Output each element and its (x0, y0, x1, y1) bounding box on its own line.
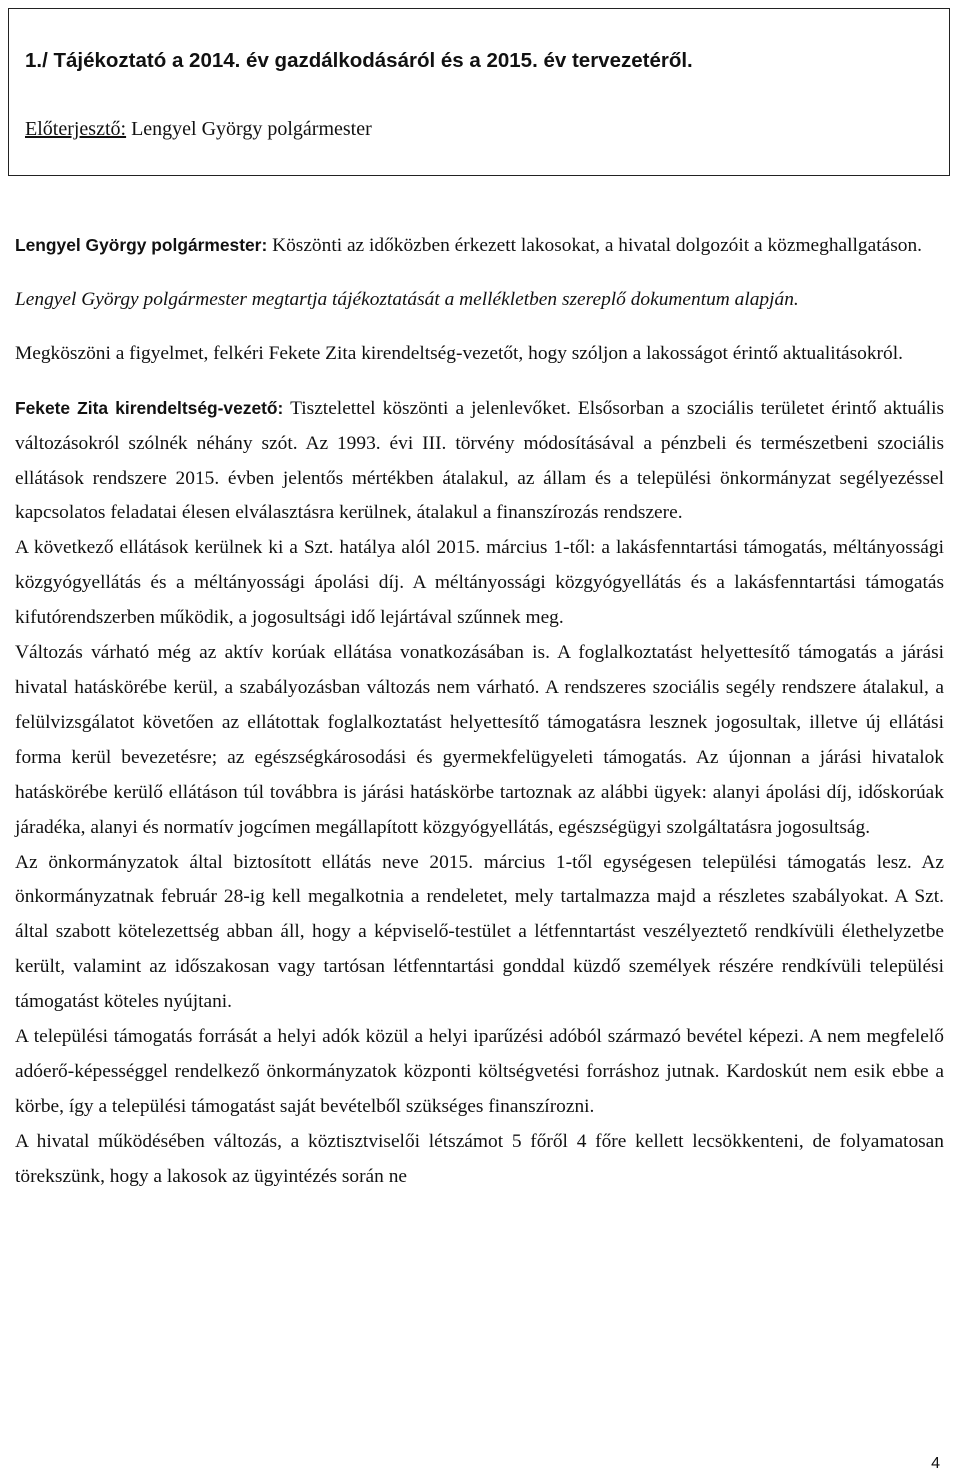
paragraph (15, 1125, 944, 1195)
paragraph-italic (15, 283, 944, 318)
paragraph-text: Köszönti az időközben érkezett lakosokat, a hivatal dolgozóit a közmeghallgatáson. (267, 235, 922, 256)
page-number: 4 (931, 1455, 940, 1472)
paragraph-text: A következő ellátások kerülnek ki a Szt. hatálya alól 2015. március 1-től: a lakásfenntartási támogatás, méltányossági közgyógyellátás és a méltányossági ápolási díj. A méltányossági közgyógyellátás és a lakásfenntartási támogatás kifutórendszerben működik, a jogosultsági idő lejártával szűnnek meg. (15, 537, 944, 629)
paragraph (15, 337, 944, 372)
paragraph (15, 846, 944, 1021)
agenda-header-box (8, 8, 950, 176)
paragraph (15, 391, 944, 532)
minutes-body (15, 228, 944, 1195)
agenda-title: 1./ Tájékoztató a 2014. év gazdálkodásáról és a 2015. év tervezetéről. (25, 49, 693, 72)
speaker-name: Fekete Zita kirendeltség-vezető: (15, 397, 284, 418)
paragraph-text: A települési támogatás forrását a helyi adók közül a helyi iparűzési adóból származó bevétel képezi. A nem megfelelő adóerő-képességgel rendelkező önkormányzatok központi költségvetési forráshoz jutnak. Kardoskút nem esik ebbe a körbe, így a települési támogatást saját bevételből szükséges finanszírozni. (15, 1026, 944, 1117)
paragraph (15, 228, 944, 264)
presenter-name: Lengyel György polgármester (126, 118, 372, 140)
presenter-label: Előterjesztő: (25, 118, 127, 140)
paragraph-text: Tisztelettel köszönti a jelenlevőket. Elsősorban a szociális területet érintő aktuális változásokról szólnék néhány szót. Az 1993. évi III. törvény módosításával a pénzbeli és természetbeni szociális ellátások rendszere 2015. évben jelentős mértékben átalakul, az állam és a települési önkormányzat segélyezéssel kapcsolatos feladatai élesen elválasztásra kerülnek, átalakul a finanszírozás rendszere. (15, 397, 944, 524)
paragraph-text: Az önkormányzatok által biztosított ellátás neve 2015. március 1-től egységesen települési támogatás lesz. Az önkormányzatnak február 28-ig kell megalkotnia a rendeletet, mely tartalmazza majd a részletes szabályokat. A Szt. által szabott kötelezettség abban áll, hogy a képviselő-testület a létfenntartást veszélyeztető rendkívüli élethelyzetbe került, valamint az időszakosan vagy tartósan létfenntartási gonddal küzdő személyek részére rendkívüli települési támogatást köteles nyújtani. (15, 851, 944, 1013)
paragraph-text: Megköszöni a figyelmet, felkéri Fekete Zita kirendeltség-vezetőt, hogy szóljon a lakosságot érintő aktualitásokról. (15, 342, 903, 364)
paragraph (15, 531, 944, 636)
paragraph (15, 636, 944, 845)
paragraph (15, 1020, 944, 1125)
paragraph-text: A hivatal működésében változás, a köztisztviselői létszámot 5 főről 4 főre kellett lecsökkenteni, de folyamatosan törekszünk, hogy a lakosok az ügyintézés során ne (15, 1130, 944, 1187)
paragraph-text: Változás várható még az aktív korúak ellátása vonatkozásában is. A foglalkoztatást helyettesítő támogatás a járási hivatal hatáskörébe kerül, a szabályozásban változás nem várható. A rendszeres szociális segély rendszere átalakul, a felülvizsgálatot követően az ellátottak foglalkoztatást helyettesítő támogatásra lesznek jogosultak, illetve új ellátási forma kerül bevezetésre; az egészségkárosodási és gyermekfelügyeleti támogatás. Az újonnan a járási hivatalok hatáskörébe kerülő ellátáson túl továbbra is járási hatáskörbe tartoznak az alábbi ügyek: alanyi ápolási díj, időskorúak járadéka, alanyi és normatív jogcímen megállapított közgyógyellátás, egészségügyi szolgáltatásra jogosultság. (15, 642, 944, 838)
italic-note: Lengyel György polgármester megtartja tájékoztatását a mellékletben szereplő dokumentum alapján. (15, 288, 799, 310)
presenter-line (25, 118, 372, 141)
speaker-name: Lengyel György polgármester: (15, 235, 268, 255)
